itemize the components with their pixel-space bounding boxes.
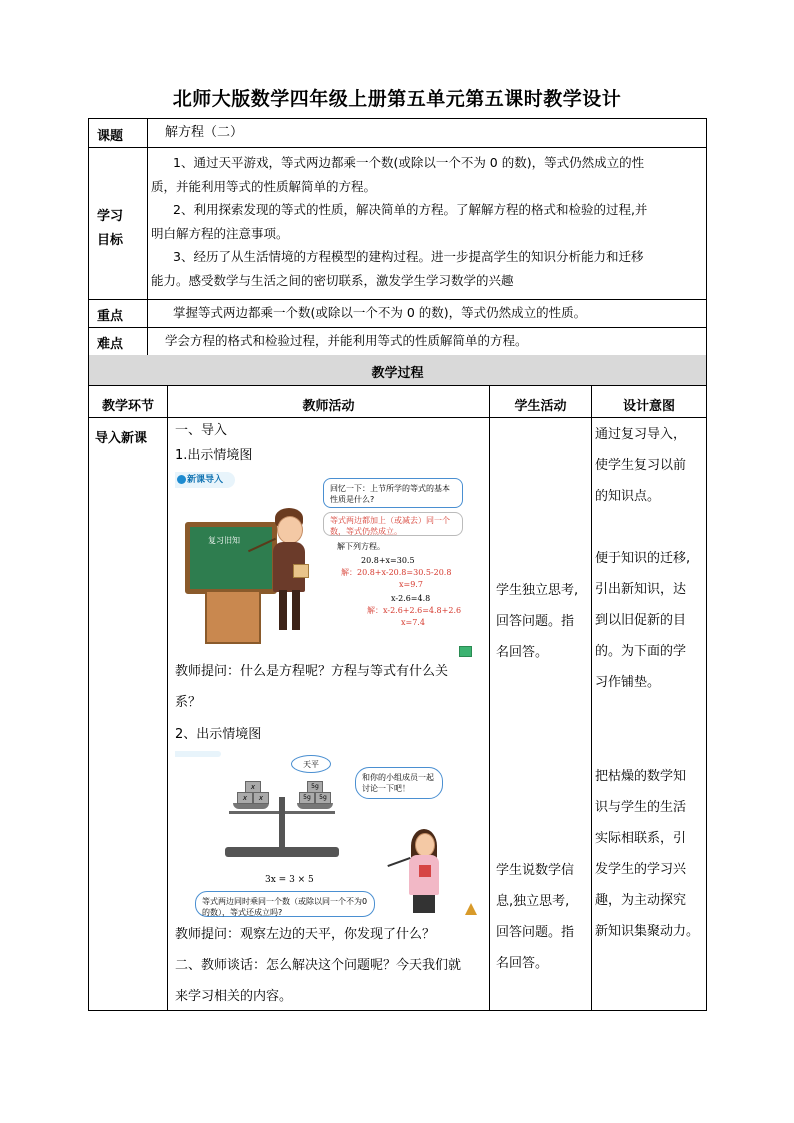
- equation-2: x-2.6=4.8: [391, 594, 431, 603]
- header-student: 学生活动: [514, 399, 567, 414]
- header-intent: 设计意图: [622, 399, 675, 414]
- intent-line: 的知识点。: [595, 489, 661, 504]
- weight-5g: 5g: [307, 781, 323, 793]
- col-divider: [489, 385, 490, 1010]
- intent-line: 的。为下面的学: [595, 644, 687, 659]
- intent-line: 实际相联系，引: [595, 831, 687, 846]
- weight-x: x: [245, 781, 261, 793]
- chalkboard: [185, 522, 277, 594]
- goals-text: [151, 151, 703, 292]
- goals-label-2: 目标: [97, 233, 124, 248]
- speech-bubble-answer: 等式两边都加上（或减去）同一个数，等式仍然成立。: [323, 512, 463, 536]
- solution-2: 解：x-2.6+2.6=4.8+2.6: [367, 606, 462, 615]
- exercise-task: 解下列方程。: [337, 542, 385, 551]
- balance-equation: 3x = 3 × 5: [265, 875, 314, 885]
- document-title: 北师大版数学四年级上册第五单元第五课时教学设计: [172, 88, 622, 110]
- row-divider: [89, 385, 706, 386]
- lesson-plan-table: [88, 118, 707, 1011]
- teacher-line: 2、出示情境图: [175, 727, 262, 742]
- goal-line: 1、通过天平游戏，等式两边都乘一个数(或除以一个不为 0 的数)，等式仍然成立的性: [173, 155, 645, 170]
- student-line: 名回答。: [496, 645, 549, 660]
- header-stage: 教学环节: [101, 399, 154, 414]
- student-activity-2: [496, 855, 590, 979]
- teacher-line: 1.出示情境图: [175, 448, 253, 463]
- speech-bubble-question: 回忆一下：上节所学的等式的基本性质是什么?: [323, 478, 463, 508]
- teacher2-skirt: [413, 895, 435, 913]
- teacher-head: [277, 516, 303, 544]
- intent-3: [595, 761, 705, 947]
- board-text: 复习旧知: [208, 536, 240, 545]
- book: [293, 564, 309, 578]
- solution-1: 解：20.8+x-20.8=30.5-20.8: [341, 568, 452, 577]
- green-cube-icon: [459, 646, 472, 657]
- goals-label-1: 学习: [97, 209, 124, 224]
- teacher-leg: [292, 590, 300, 630]
- answer-1: x=9.7: [399, 580, 423, 589]
- left-weights: [235, 781, 271, 803]
- teacher-talk-a: 二、教师谈话：怎么解决这个问题呢？今天我们就: [175, 958, 462, 973]
- teacher-question-2: 教师提问：观察左边的天平，你发现了什么？: [175, 927, 436, 942]
- illustration-review: [175, 472, 481, 660]
- intent-line: 便于知识的迁移,: [595, 551, 691, 566]
- answer-2: x=7.4: [401, 618, 425, 627]
- right-weights: [297, 781, 333, 803]
- question-bubble: 等式两边同时乘同一个数（或除以同一个不为0的数），等式还成立吗?: [195, 891, 375, 917]
- weight-5g: 5g: [299, 792, 315, 804]
- goal-line: 明白解方程的注意事项。: [151, 225, 289, 241]
- goal-line: 2、利用探索发现的等式的性质，解决简单的方程。了解解方程的格式和检验的过程,并: [173, 202, 648, 217]
- teacher-question-1b: 系？: [175, 695, 202, 710]
- difficulty-value: 学会方程的格式和检验过程，并能利用等式的性质解简单的方程。: [165, 333, 528, 348]
- key-point-value: 掌握等式两边都乘一个数(或除以一个不为 0 的数)，等式仍然成立的性质。: [173, 305, 587, 320]
- intent-line: 通过复习导入，: [595, 427, 687, 442]
- student-activity-1: [496, 575, 590, 668]
- difficulty-label: 难点: [97, 337, 124, 352]
- row-divider: [89, 147, 706, 148]
- student-line: 学生独立思考,: [496, 583, 579, 598]
- intent-line: 到以旧促新的目: [595, 613, 687, 628]
- col-divider: [167, 385, 168, 1010]
- key-point-label: 重点: [97, 309, 124, 324]
- stage-label: 导入新课: [95, 431, 148, 446]
- lesson-intro-tag-cropped: [175, 751, 221, 757]
- intent-line: 使学生复习以前: [595, 458, 687, 473]
- intent-line: 引出新知识，达: [595, 582, 687, 597]
- intent-1: [595, 419, 705, 512]
- lesson-intro-tag: 新课导入: [175, 472, 235, 488]
- intent-line: 新知识集聚动力。: [595, 924, 700, 939]
- goal-line: 3、经历了从生活情境的方程模型的建构过程。进一步提高学生的知识分析能力和迁移: [173, 249, 644, 264]
- teacher2-book: [419, 865, 431, 877]
- teacher-line: 一、导入: [175, 423, 228, 438]
- pointer-stick: [387, 857, 410, 867]
- intent-line: 发学生的学习兴: [595, 862, 687, 877]
- process-band-title: 教学过程: [371, 366, 424, 381]
- balance-label-bubble: 天平: [291, 755, 331, 773]
- podium: [205, 590, 261, 644]
- goal-line: 能力。感受数学与生活之间的密切联系，激发学生学习数学的兴趣: [151, 272, 514, 288]
- discussion-bubble: 和你的小组成员一起讨论一下吧！: [355, 767, 443, 799]
- equation-1: 20.8+x=30.5: [361, 556, 415, 565]
- topic-value: 解方程（二）: [165, 125, 244, 140]
- intent-line: 识与学生的生活: [595, 800, 687, 815]
- student-line: 回答问题。指: [496, 614, 575, 629]
- header-teacher: 教师活动: [302, 399, 355, 414]
- illustration-balance: [175, 751, 481, 919]
- intent-2: [595, 543, 705, 698]
- topic-label: 课题: [97, 129, 124, 144]
- row-divider: [89, 327, 706, 328]
- col-divider: [147, 119, 148, 355]
- balance-base: [225, 847, 339, 857]
- teacher-talk-b: 来学习相关的内容。: [175, 989, 293, 1004]
- cone-icon: [465, 903, 477, 915]
- goal-line: 质，并能利用等式的性质解简单的方程。: [151, 178, 377, 194]
- tag-bullet-icon: [177, 475, 186, 484]
- weight-x: x: [237, 792, 253, 804]
- student-line: 息,独立思考,: [496, 894, 570, 909]
- row-divider: [89, 299, 706, 300]
- intent-line: 习作铺垫。: [595, 675, 661, 690]
- teacher-leg: [279, 590, 287, 630]
- col-divider: [591, 385, 592, 1010]
- student-line: 回答问题。指: [496, 925, 575, 940]
- teacher2-head: [415, 833, 435, 857]
- weight-5g: 5g: [315, 792, 331, 804]
- teacher-question-1a: 教师提问：什么是方程呢？方程与等式有什么关: [175, 664, 449, 679]
- intent-line: 趣，为主动探究: [595, 893, 687, 908]
- student-line: 学生说数学信: [496, 863, 575, 878]
- weight-x: x: [253, 792, 269, 804]
- intent-line: 把枯燥的数学知: [595, 769, 687, 784]
- student-line: 名回答。: [496, 956, 549, 971]
- row-divider: [89, 417, 706, 418]
